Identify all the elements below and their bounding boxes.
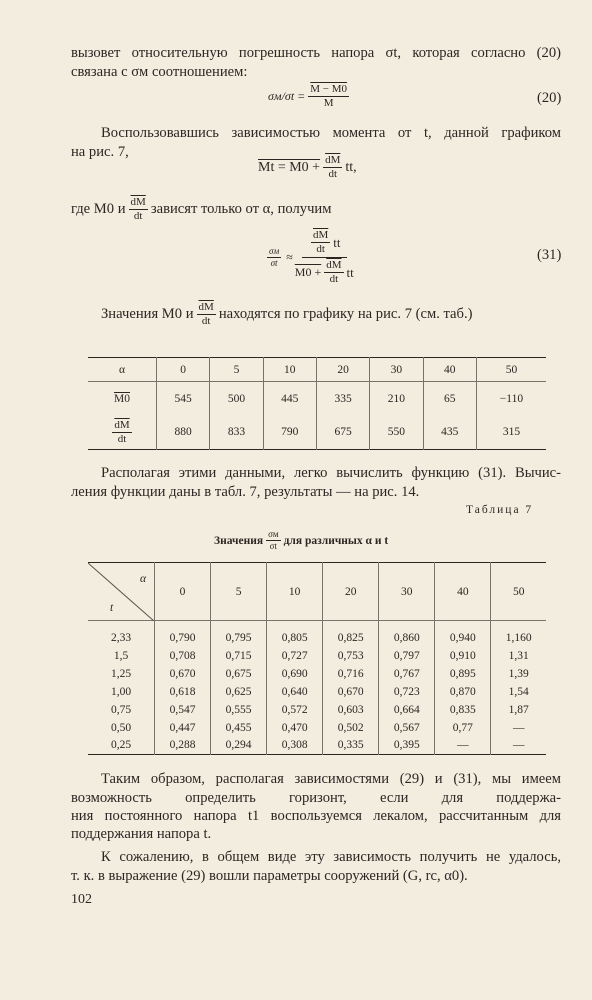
table-1-row-m0: [88, 382, 546, 416]
table-7-cell: 0,670: [155, 665, 211, 683]
table-7-col: 5: [211, 563, 267, 621]
table-1-cell: 675: [316, 416, 369, 450]
table-1-cell: 500: [210, 382, 263, 416]
eq31-num-tail: tt: [333, 234, 341, 250]
table-1-row-dmdt: [88, 416, 546, 450]
paragraph-4: [101, 302, 472, 327]
eq-mt-lhs: Mt = M0 +: [258, 159, 321, 175]
eq-mt-fraction-numerator: $\overline{dM}$: [325, 154, 341, 166]
table-7-cell: 0,555: [211, 701, 267, 719]
table-7-cell: 0,910: [435, 647, 491, 665]
eq20-fraction: [308, 84, 349, 109]
table-1-cell: 833: [210, 416, 263, 450]
eq31-num-fraction-numerator: $\overline{dM}$: [313, 229, 329, 241]
table-row: [88, 665, 546, 683]
table-7-corner-cell: [88, 563, 155, 621]
table-7-row-t: 0,25: [110, 739, 132, 752]
table-7-row-t: 0,50: [110, 721, 132, 734]
table-7-cell: 0,547: [155, 701, 211, 719]
eq31-num-fraction: [311, 230, 330, 255]
table-1-cell: 545: [157, 382, 210, 416]
eq31-den-fraction-numerator: $\overline{dM}$: [326, 259, 342, 271]
eq31-lhs-denominator: σt: [270, 258, 278, 268]
table-1-alpha-header: α: [88, 358, 157, 382]
table-1-cell: 445: [263, 382, 316, 416]
table-7-cell: 0,753: [323, 647, 379, 665]
paragraph-1-line-2: связана с σм соотношением:: [71, 64, 248, 80]
paragraph-6-line-2: возможность определить горизонт, если для поддержа-: [71, 790, 561, 806]
table-7-cell: 0,715: [211, 647, 267, 665]
table-row: [88, 647, 546, 665]
table-7-cell: 0,727: [267, 647, 323, 665]
table-7-cell: 0,77: [435, 719, 491, 737]
paragraph-3-fraction-numerator: $\overline{dM}$: [130, 196, 146, 208]
table-7-cell: 0,395: [379, 737, 435, 755]
equation-20: [268, 84, 352, 109]
table-1-row-label: [88, 416, 157, 450]
table-1-dmdt-fraction: [112, 420, 131, 445]
table-7-header-row: [88, 563, 546, 621]
table-1-cell: 880: [157, 416, 210, 450]
paragraph-3-end: зависят только от α, получим: [150, 201, 332, 217]
table-7-col: 0: [155, 563, 211, 621]
table-1-col: 10: [263, 358, 316, 382]
table-1-dmdt-numerator: $\overline{dM}$: [114, 418, 130, 431]
eq31-lhs-numerator: σм: [269, 246, 280, 256]
eq31-lhs: [267, 247, 281, 268]
table-1-col: 0: [157, 358, 210, 382]
table-row: [88, 629, 546, 647]
table-7-cell: 0,675: [211, 665, 267, 683]
eq20-denominator: M: [323, 97, 334, 109]
table-7-cell: —: [435, 737, 491, 755]
table-7-cell: 1,39: [491, 665, 546, 683]
table-7-cell: 0,603: [323, 701, 379, 719]
table-7-cell: 0,640: [267, 683, 323, 701]
table-1-dmdt-denominator: dt: [117, 432, 127, 445]
table-7-cell: 0,795: [211, 629, 267, 647]
eq31-den-tail: tt: [346, 264, 354, 280]
paragraph-6-line-1: Таким образом, располагая зависимостями (29) и (31), мы имеем: [101, 771, 561, 787]
eq31-den-start: M0 +: [294, 265, 322, 279]
table-7-cell: 0,825: [323, 629, 379, 647]
table-7-caption-fraction: [266, 530, 281, 551]
equation-31-number: (31): [537, 247, 562, 263]
paragraph-7-line-1: К сожалению, в общем виде эту зависимость получить не удалось,: [101, 849, 561, 865]
eq31-den-fraction: [324, 260, 343, 285]
table-7-spacer: [88, 621, 546, 629]
table-1-col: 30: [370, 358, 423, 382]
table-1-cell: 550: [370, 416, 423, 450]
paragraph-4-fraction-denominator: dt: [201, 315, 211, 327]
paragraph-5-line-2: ления функции даны в табл. 7, результаты — на рис. 14.: [71, 484, 420, 500]
table-7-cell: 0,572: [267, 701, 323, 719]
paragraph-2-line-1: Воспользовавшись зависимостью момента от t, данной графиком: [101, 125, 561, 141]
paragraph-4-start: Значения M0 и: [101, 306, 194, 322]
paragraph-3-fraction-denominator: dt: [133, 210, 143, 222]
table-7-cell: 1,160: [491, 629, 546, 647]
table-7-cell: 1,31: [491, 647, 546, 665]
table-7-corner-alpha: α: [139, 573, 146, 585]
table-1-cell: 210: [370, 382, 423, 416]
table-7-col: 20: [323, 563, 379, 621]
table-7-cell: 0,664: [379, 701, 435, 719]
table-7-label: Таблица 7: [466, 504, 534, 516]
table-7-cell: 0,708: [155, 647, 211, 665]
page-number: 102: [71, 892, 92, 907]
table-7-cell: 0,618: [155, 683, 211, 701]
table-7-cell: 0,335: [323, 737, 379, 755]
table-7-cell: —: [491, 719, 546, 737]
eq31-approx: ≈: [286, 250, 293, 264]
table-7-row-t: 1,5: [113, 649, 129, 662]
table-row: [88, 701, 546, 719]
table-7-cell: 0,690: [267, 665, 323, 683]
table-m0-dmdt: [88, 357, 546, 450]
table-7-col: 50: [491, 563, 546, 621]
table-7-cell: 0,723: [379, 683, 435, 701]
paragraph-6-line-4: поддержания напора t.: [71, 826, 212, 842]
table-7-cell: 0,870: [435, 683, 491, 701]
table-7-cell: 0,670: [323, 683, 379, 701]
eq31-main-fraction: [295, 230, 354, 285]
paragraph-4-fraction: [197, 302, 216, 327]
table-row: [88, 737, 546, 755]
table-7-cell: —: [491, 737, 546, 755]
table-1-cell: −110: [476, 382, 546, 416]
table-row: [88, 719, 546, 737]
eq20-lhs: σм/σt =: [268, 89, 306, 103]
table-1-col: 50: [476, 358, 546, 382]
table-7-caption-denominator: σt: [269, 541, 278, 551]
eq-mt-fraction-denominator: dt: [328, 168, 337, 180]
paragraph-5-line-1: Располагая этими данными, легко вычислить функцию (31). Вычис-: [101, 465, 561, 481]
table-1-row-label: M0: [114, 392, 130, 405]
table-7-cell: 0,455: [211, 719, 267, 737]
table-1-cell: 335: [316, 382, 369, 416]
table-7-cell: 0,625: [211, 683, 267, 701]
table-1-cell: 65: [423, 382, 476, 416]
eq31-numerator: [302, 230, 347, 258]
table-7-corner-diagonal: [88, 563, 154, 621]
table-row: [88, 683, 546, 701]
table-7-cell: 1,87: [491, 701, 546, 719]
table-7-col: 30: [379, 563, 435, 621]
table-1-cell: 435: [423, 416, 476, 450]
table-7-col: 40: [435, 563, 491, 621]
table-1-col: 40: [423, 358, 476, 382]
table-7-corner-t: t: [110, 602, 114, 614]
table-7-caption: [214, 530, 388, 551]
paragraph-3-fraction: [129, 197, 148, 222]
table-7-row-t: 0,75: [110, 703, 132, 716]
table-7-caption-numerator: σм: [268, 529, 279, 539]
table-7-cell: 0,940: [435, 629, 491, 647]
paragraph-4-end: находятся по графику на рис. 7 (см. таб.): [218, 306, 473, 322]
eq31-num-fraction-denominator: dt: [316, 243, 325, 255]
eq31-den-fraction-denominator: dt: [329, 273, 339, 285]
table-7-row-t: 1,00: [110, 685, 132, 698]
table-7-caption-start: Значения: [214, 534, 264, 547]
table-7-cell: 0,835: [435, 701, 491, 719]
equation-20-number: (20): [537, 90, 562, 106]
table-7-cell: 0,294: [211, 737, 267, 755]
table-7: [88, 562, 546, 755]
table-7-row-t: 2,33: [110, 631, 132, 644]
table-1-col: 5: [210, 358, 263, 382]
table-7-cell: 0,288: [155, 737, 211, 755]
table-7-cell: 0,447: [155, 719, 211, 737]
paragraph-6-line-3: ния постоянного напора t1 воспользуемся лекалом, рассчитанным для: [71, 808, 561, 824]
table-7-cell: 1,54: [491, 683, 546, 701]
table-7-cell: 0,767: [379, 665, 435, 683]
equation-mt: [258, 155, 357, 180]
paragraph-1-line-1: вызовет относительную погрешность напора σt, которая согласно (20): [71, 45, 561, 61]
paragraph-2-line-2: на рис. 7,: [71, 144, 129, 160]
table-7-cell: 0,797: [379, 647, 435, 665]
table-7-cell: 0,567: [379, 719, 435, 737]
table-7-cell: 0,716: [323, 665, 379, 683]
table-7-cell: 0,308: [267, 737, 323, 755]
table-7-cell: 0,790: [155, 629, 211, 647]
eq-mt-fraction: [323, 155, 342, 180]
table-7-cell: 0,860: [379, 629, 435, 647]
table-1-header-row: [88, 358, 546, 382]
table-1-cell: 315: [476, 416, 546, 450]
eq31-denominator: [295, 258, 354, 285]
eq-mt-tail: tt,: [345, 159, 357, 175]
table-7-col: 10: [267, 563, 323, 621]
table-7-cell: 0,895: [435, 665, 491, 683]
table-7-row-t: 1,25: [110, 667, 132, 680]
paragraph-3-start: где M0 и: [71, 201, 126, 217]
eq20-numerator: M − M0: [310, 83, 348, 95]
paragraph-7-line-2: т. к. в выражение (29) вошли параметры сооружений (G, rc, α0).: [71, 868, 468, 884]
table-7-cell: 0,502: [323, 719, 379, 737]
equation-31: [264, 230, 354, 285]
table-7-cell: 0,470: [267, 719, 323, 737]
paragraph-4-fraction-numerator: $\overline{dM}$: [198, 301, 214, 313]
table-1-col: 20: [316, 358, 369, 382]
paragraph-3: [71, 197, 331, 222]
table-7-cell: 0,805: [267, 629, 323, 647]
table-7-caption-end: для различных α и t: [283, 534, 389, 547]
table-1-cell: 790: [263, 416, 316, 450]
